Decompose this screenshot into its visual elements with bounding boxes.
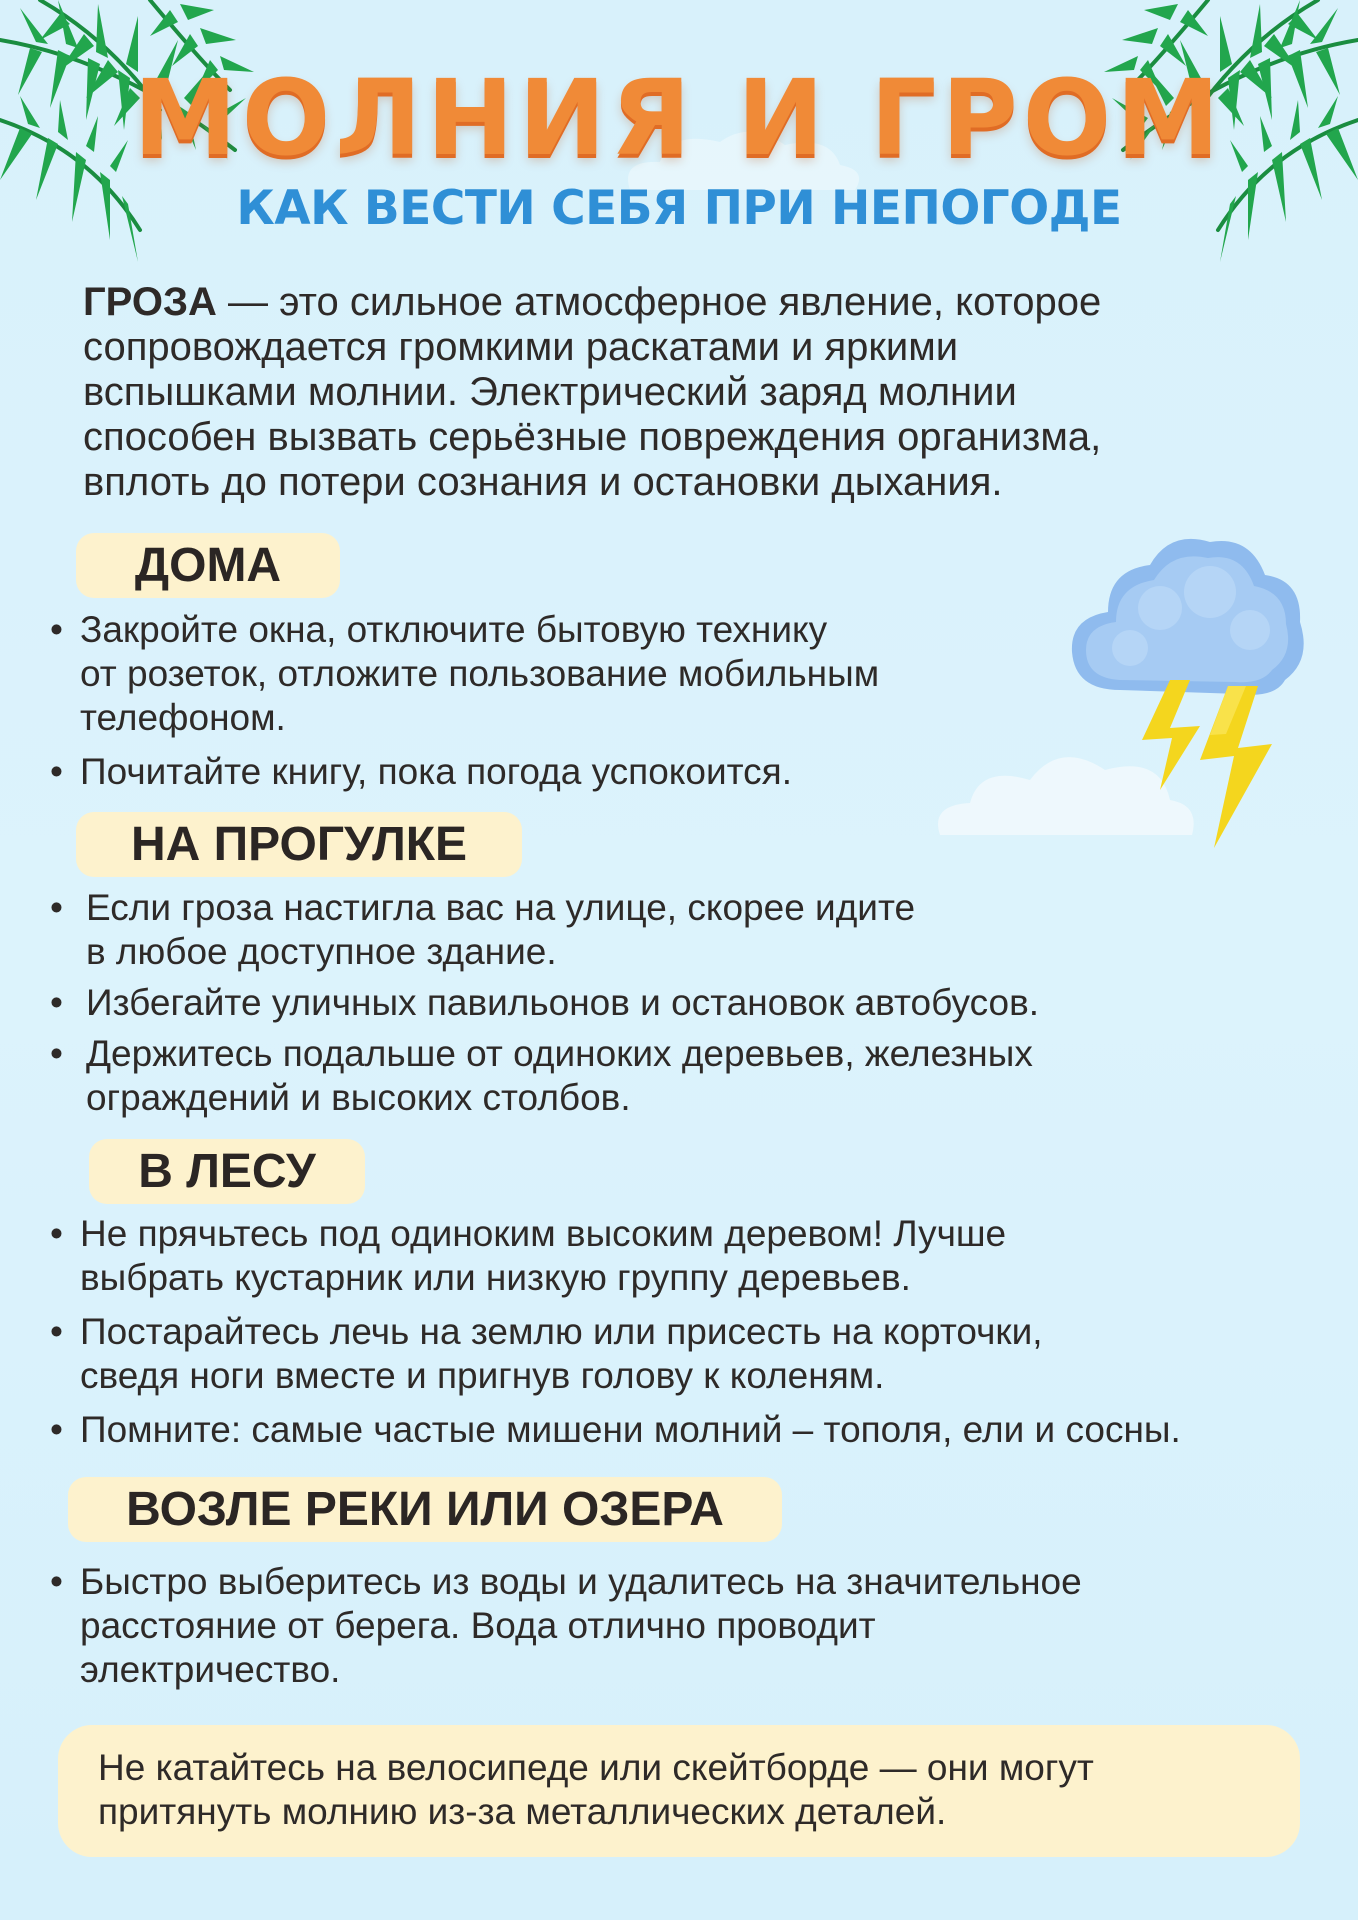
bullet: • <box>50 1311 63 1352</box>
bullet: • <box>50 1409 63 1450</box>
section-label-forest: В ЛЕСУ <box>89 1139 365 1204</box>
storm-cloud-lightning-icon <box>1050 530 1320 860</box>
bullet: • <box>50 1213 63 1254</box>
bullet: • <box>50 982 63 1023</box>
list-item: • Почитайте книгу, пока погода успокоится. <box>50 751 792 792</box>
home-list <box>50 608 1030 794</box>
page-subtitle: КАК ВЕСТИ СЕБЯ ПРИ НЕПОГОДЕ <box>236 181 1122 236</box>
list-item: • Держитесь подальше от одиноких деревьев, железных ограждений и высоких столбов. <box>50 1033 1033 1118</box>
intro-line: способен вызвать серьёзные повреждения организма, <box>83 415 1102 459</box>
page-title: МОЛНИЯ И ГРОМ <box>133 57 1225 179</box>
intro-term: ГРОЗА <box>83 280 217 324</box>
tip-line: притянуть молнию из-за металлических деталей. <box>98 1791 947 1832</box>
list-item: • Закройте окна, отключите бытовую технику от розеток, отложите пользование мобильным телефоном. <box>50 609 880 738</box>
walk-list <box>50 886 1290 1120</box>
bullet: • <box>50 609 63 650</box>
section-label-home: ДОМА <box>76 533 340 598</box>
river-list <box>50 1560 1300 1692</box>
list-item: • Не прячьтесь под одиноким высоким деревом! Лучше выбрать кустарник или низкую группу деревьев. <box>50 1213 1007 1298</box>
section-label-river: ВОЗЛЕ РЕКИ ИЛИ ОЗЕРА <box>68 1477 782 1542</box>
intro-line: сопровождается громкими раскатами и яркими <box>83 325 959 369</box>
list-item: • Быстро выберитесь из воды и удалитесь на значительное расстояние от берега. Вода отлично проводит электричество. <box>50 1561 1082 1690</box>
list-item: • Постарайтесь лечь на землю или присесть на корточки, сведя ноги вместе и пригнув голову к коленям. <box>50 1311 1043 1396</box>
bullet: • <box>50 1033 63 1074</box>
tip-line: Не катайтесь на велосипеде или скейтборде — они могут <box>98 1747 1094 1788</box>
list-item: • Если гроза настигла вас на улице, скорее идите в любое доступное здание. <box>50 887 916 972</box>
list-item: • Избегайте уличных павильонов и остановок автобусов. <box>50 982 1040 1023</box>
forest-list <box>50 1212 1340 1452</box>
intro-line: вплоть до потери сознания и остановки дыхания. <box>83 460 1003 504</box>
bullet: • <box>50 887 63 928</box>
bullet: • <box>50 1561 63 1602</box>
section-label-walk: НА ПРОГУЛКЕ <box>76 812 522 877</box>
tip-box <box>58 1725 1300 1857</box>
bullet: • <box>50 751 63 792</box>
intro-line: вспышками молнии. Электрический заряд молнии <box>83 370 1017 414</box>
list-item: • Помните: самые частые мишени молний – тополя, ели и сосны. <box>50 1409 1181 1450</box>
intro-paragraph <box>83 280 1283 505</box>
intro-line: ГРОЗА — это сильное атмосферное явление, которое <box>83 280 1102 324</box>
